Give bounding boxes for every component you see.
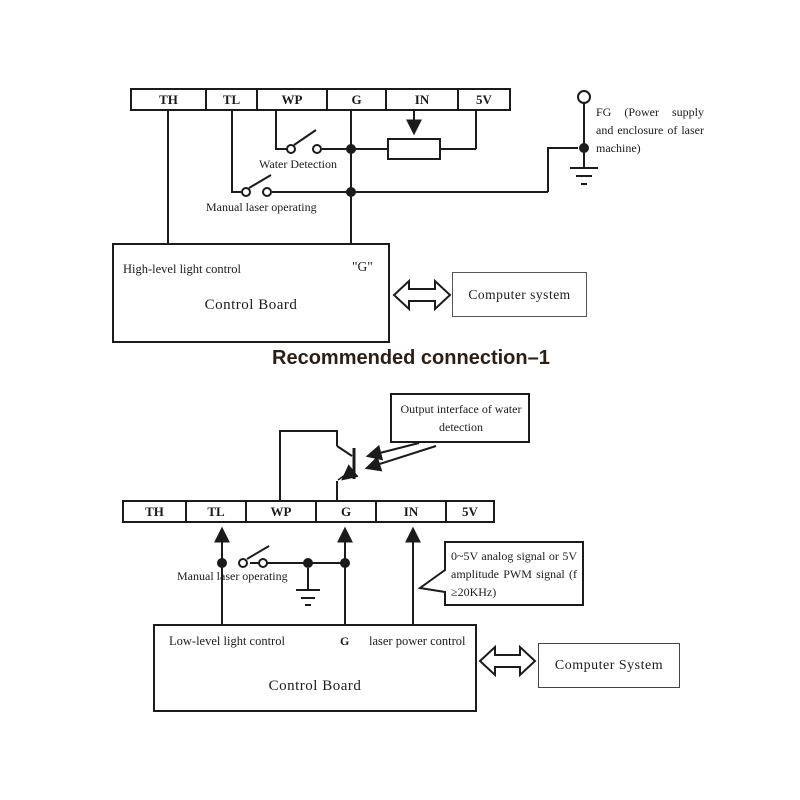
terminal-wp: WP bbox=[245, 500, 317, 523]
manual-switch-contact bbox=[259, 559, 267, 567]
fg-note: FG (Power supply and enclosure of laser machine) bbox=[596, 105, 704, 155]
terminal-tl: TL bbox=[205, 88, 258, 111]
terminal-g: G bbox=[326, 88, 387, 111]
manual-laser-label-1: Manual laser operating bbox=[206, 200, 317, 214]
terminal-tl: TL bbox=[185, 500, 247, 523]
board2-pin-left: Low-level light control bbox=[169, 634, 285, 648]
control-board-1 bbox=[112, 243, 390, 343]
potentiometer-icon bbox=[388, 139, 440, 159]
water-switch-contact bbox=[287, 145, 295, 153]
water-detection-label: Water Detection bbox=[259, 157, 337, 171]
board2-pin-right: laser power control bbox=[369, 634, 466, 648]
terminal-5v: 5V bbox=[457, 88, 511, 111]
manual-switch-contact bbox=[263, 188, 271, 196]
board1-pin-g: "G" bbox=[352, 259, 373, 274]
water-switch-lever bbox=[294, 130, 316, 145]
in-signal-note-text: 0~5V analog signal or 5V amplitude PWM signal (f ≥20KHz) bbox=[451, 549, 577, 599]
optocoupler-note-box bbox=[390, 393, 530, 443]
water-switch-contact bbox=[313, 145, 321, 153]
terminal-in: IN bbox=[385, 88, 459, 111]
computer-system-2-label: Computer System bbox=[554, 657, 664, 673]
terminal-wp: WP bbox=[256, 88, 328, 111]
optocoupler-note-text: Output interface of water detection bbox=[400, 402, 522, 434]
terminal-th: TH bbox=[130, 88, 207, 111]
terminal-5v: 5V bbox=[445, 500, 495, 523]
computer-system-1-label: Computer system bbox=[468, 286, 571, 302]
fg-terminal-icon bbox=[578, 91, 590, 103]
ground-icon-1 bbox=[570, 168, 598, 184]
control-board-2 bbox=[153, 624, 477, 712]
junction-dots-1 bbox=[346, 143, 589, 197]
terminal-in: IN bbox=[375, 500, 447, 523]
board1-pin-left: High-level light control bbox=[123, 262, 242, 276]
terminal-strip-1 bbox=[130, 88, 511, 111]
note-pointer-2 bbox=[367, 446, 436, 468]
diagram1-caption: Recommended connection–1 bbox=[272, 347, 550, 369]
board2-pin-g: G bbox=[340, 634, 350, 648]
board2-title: Control Board bbox=[268, 678, 362, 694]
double-arrow-icon-1 bbox=[394, 281, 450, 309]
board1-title: Control Board bbox=[204, 297, 298, 313]
computer-system-1 bbox=[452, 272, 587, 317]
terminal-g: G bbox=[315, 500, 377, 523]
computer-system-2 bbox=[538, 643, 680, 688]
manual-laser-label-2: Manual laser operating bbox=[177, 569, 288, 583]
manual-switch-lever-2 bbox=[247, 546, 269, 559]
manual-switch-lever bbox=[249, 175, 271, 188]
terminal-strip-2 bbox=[122, 500, 495, 523]
terminal-th: TH bbox=[122, 500, 187, 523]
phototransistor-icon bbox=[337, 446, 354, 500]
manual-switch-contact bbox=[239, 559, 247, 567]
double-arrow-icon-2 bbox=[480, 647, 535, 675]
manual-switch-contact bbox=[242, 188, 250, 196]
ground-icon-2 bbox=[296, 590, 320, 605]
